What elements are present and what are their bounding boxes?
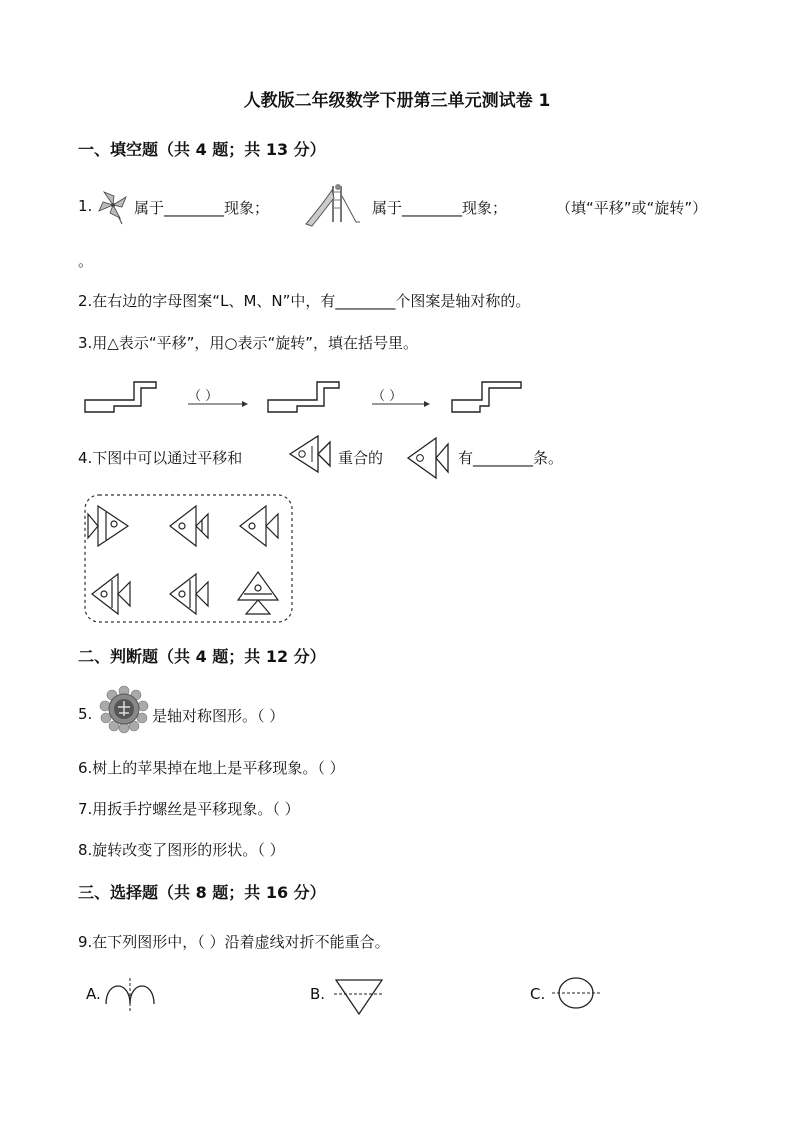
- translation-rotation-figures: [84, 378, 524, 414]
- q1-number: 1.: [78, 197, 93, 215]
- fish-4: [92, 574, 130, 614]
- flower-icon: [96, 686, 152, 732]
- option-c-ellipse-figure: [552, 976, 600, 1010]
- fish-1: [88, 506, 128, 546]
- q4-part3: 有________条。: [458, 449, 564, 467]
- q3-blank-2: （ ）: [372, 389, 403, 404]
- q1-blank-1: 属于________现象；: [134, 199, 270, 217]
- fish-6: [238, 572, 278, 614]
- option-c-label: C.: [530, 985, 546, 1003]
- q1-hint: （填“平移”或“旋转”）: [556, 199, 708, 217]
- fish-3: [240, 506, 278, 546]
- question-8: 8.旋转改变了图形的形状。（ ）: [78, 841, 285, 859]
- fish-icon-target: [404, 432, 452, 480]
- question-2: 2.在右边的字母图案“L、M、N”中，有________个图案是轴对称的。: [78, 292, 531, 310]
- fish-options-box: [84, 494, 294, 624]
- option-a-label: A.: [86, 985, 101, 1003]
- option-a-double-arch-figure: [104, 976, 156, 1012]
- q1-tail: 。: [78, 252, 94, 270]
- pinwheel-icon: [96, 188, 132, 224]
- page-title: 人教版二年级数学下册第三单元测试卷 1: [243, 91, 551, 111]
- q5-number: 5.: [78, 705, 93, 723]
- fish-5: [170, 574, 208, 614]
- fish-icon-left: [288, 432, 332, 478]
- section-heading-true-false: 二、判断题（共 4 题；共 12 分）: [78, 647, 326, 666]
- q3-blank-1: （ ）: [188, 389, 219, 404]
- question-3: 3.用△表示“平移”，用○表示“旋转”，填在括号里。: [78, 334, 419, 352]
- option-b-label: B.: [310, 985, 326, 1003]
- question-6: 6.树上的苹果掉在地上是平移现象。（ ）: [78, 759, 345, 777]
- q1-blank-2: 属于________现象；: [372, 199, 508, 217]
- section-heading-choice: 三、选择题（共 8 题；共 16 分）: [78, 883, 326, 902]
- q4-part1: 4.下图中可以通过平移和: [78, 449, 243, 467]
- section-heading-fill-blank: 一、填空题（共 4 题；共 13 分）: [78, 140, 326, 159]
- question-9: 9.在下列图形中，（ ）沿着虚线对折不能重合。: [78, 933, 390, 951]
- slide-icon: [304, 182, 364, 228]
- option-b-triangle-figure: [334, 974, 384, 1016]
- fish-2: [170, 506, 208, 546]
- question-7: 7.用扳手拧螺丝是平移现象。（ ）: [78, 800, 300, 818]
- q4-part2: 重合的: [338, 449, 384, 467]
- q5-text: 是轴对称图形。（ ）: [152, 707, 285, 725]
